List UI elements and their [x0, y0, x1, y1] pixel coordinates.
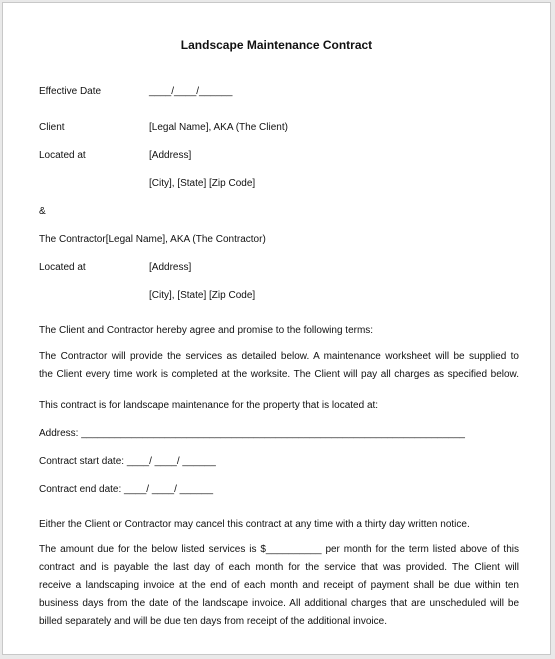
client-name: [Legal Name], AKA (The Client)	[149, 122, 288, 133]
amount-paragraph	[39, 541, 519, 631]
terms-intro: The Client and Contractor hereby agree and promise to the following terms:	[39, 325, 374, 336]
contractor-address: [Address]	[149, 262, 192, 273]
services-line: the Client every time work is completed at the worksite. The Client will pay all charges as specified below.	[39, 369, 519, 380]
amount-line: The amount due for the below listed services is $__________ per month for the term listed above of this	[39, 544, 519, 555]
services-paragraph	[39, 348, 519, 384]
property-line: This contract is for landscape maintenance for the property that is located at:	[39, 400, 379, 411]
contractor-city-line: [City], [State] [Zip Code]	[149, 290, 256, 301]
contract-end-date: Contract end date: ____/ ____/ ______	[39, 484, 214, 495]
services-line: The Contractor will provide the services as detailed below. A maintenance worksheet will be supplied to	[39, 351, 519, 362]
amount-line: billed separately and will be due ten days from receipt of the additional invoice.	[39, 616, 387, 627]
contractor-located-label: Located at	[39, 262, 86, 273]
cancel-line: Either the Client or Contractor may cancel this contract at any time with a thirty day written notice.	[39, 519, 470, 530]
client-address: [Address]	[149, 150, 192, 161]
document-title: Landscape Maintenance Contract	[180, 38, 373, 52]
client-located-label: Located at	[39, 150, 86, 161]
client-city-line: [City], [State] [Zip Code]	[149, 178, 256, 189]
effective-date-label: Effective Date	[39, 86, 102, 97]
amount-line: receive a landscaping invoice at the end of each month and receipt of payment shall be due within ten	[39, 580, 519, 591]
contract-page	[2, 2, 551, 655]
contract-start-date: Contract start date: ____/ ____/ ______	[39, 456, 216, 467]
amount-line: contract and is payable the last day of each month for the service that was provided. The Client will	[39, 562, 519, 573]
ampersand: &	[39, 206, 46, 217]
contractor-line: The Contractor[Legal Name], AKA (The Contractor)	[39, 234, 266, 245]
effective-date-value: ____/____/______	[149, 86, 233, 97]
client-label: Client	[39, 122, 65, 133]
amount-line: business days from the date of the landscape invoice. All additional charges that are unscheduled will be	[39, 598, 519, 609]
address-line: Address: _____________________________________________________________________	[39, 428, 465, 439]
